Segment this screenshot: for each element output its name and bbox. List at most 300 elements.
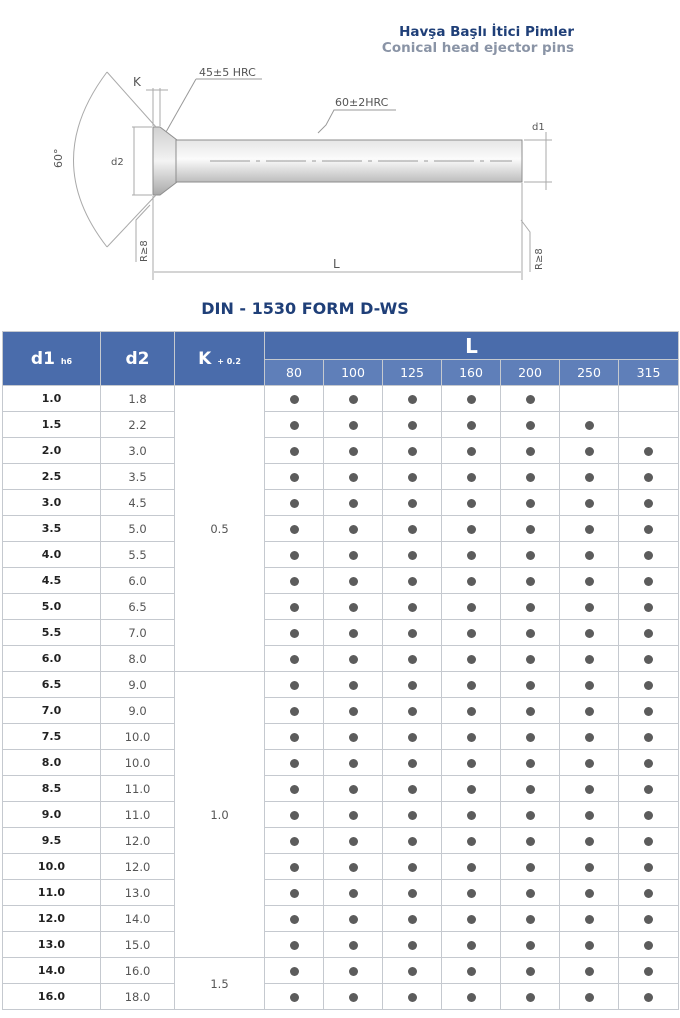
availability-dot-icon xyxy=(349,889,358,898)
cell-d1: 16.0 xyxy=(3,984,101,1010)
cell-availability xyxy=(619,724,679,750)
cell-d1: 9.0 xyxy=(3,802,101,828)
cell-k: 1.0 xyxy=(175,672,265,958)
availability-dot-icon xyxy=(290,447,299,456)
availability-dot-icon xyxy=(290,967,299,976)
availability-dot-icon xyxy=(467,863,476,872)
availability-dot-icon xyxy=(467,993,476,1002)
availability-dot-icon xyxy=(644,525,653,534)
availability-dot-icon xyxy=(644,733,653,742)
cell-availability xyxy=(442,750,501,776)
availability-dot-icon xyxy=(349,551,358,560)
cell-availability xyxy=(560,932,619,958)
cell-d2: 8.0 xyxy=(101,646,175,672)
cell-availability xyxy=(324,464,383,490)
availability-dot-icon xyxy=(290,733,299,742)
availability-dot-icon xyxy=(467,967,476,976)
table-row xyxy=(3,438,679,464)
availability-dot-icon xyxy=(526,889,535,898)
availability-dot-icon xyxy=(349,421,358,430)
availability-dot-icon xyxy=(585,707,594,716)
cell-availability xyxy=(501,490,560,516)
cell-d2: 3.5 xyxy=(101,464,175,490)
cell-availability xyxy=(619,906,679,932)
title-english: Conical head ejector pins xyxy=(381,40,574,56)
cell-availability xyxy=(383,490,442,516)
cell-availability xyxy=(442,854,501,880)
availability-dot-icon xyxy=(526,655,535,664)
availability-dot-icon xyxy=(644,577,653,586)
label-k: K xyxy=(133,75,141,89)
table-row xyxy=(3,932,679,958)
cell-availability xyxy=(442,906,501,932)
cell-k: 0.5 xyxy=(175,386,265,672)
label-d2: d2 xyxy=(111,157,124,168)
availability-dot-icon xyxy=(349,785,358,794)
table-row xyxy=(3,698,679,724)
cell-d1: 12.0 xyxy=(3,906,101,932)
availability-dot-icon xyxy=(526,577,535,586)
availability-dot-icon xyxy=(467,473,476,482)
cell-availability xyxy=(442,984,501,1010)
cell-d2: 1.8 xyxy=(101,386,175,412)
cell-availability xyxy=(383,464,442,490)
cell-availability xyxy=(619,438,679,464)
cell-d1: 4.0 xyxy=(3,542,101,568)
availability-dot-icon xyxy=(290,551,299,560)
pin-technical-drawing xyxy=(0,0,680,295)
availability-dot-icon xyxy=(585,941,594,950)
cell-availability xyxy=(324,516,383,542)
availability-dot-icon xyxy=(526,707,535,716)
availability-dot-icon xyxy=(526,603,535,612)
cell-availability xyxy=(442,386,501,412)
availability-dot-icon xyxy=(467,915,476,924)
cell-availability xyxy=(383,958,442,984)
table-row xyxy=(3,984,679,1010)
cell-availability xyxy=(501,880,560,906)
availability-dot-icon xyxy=(585,889,594,898)
header-d1: d1 h6 xyxy=(3,332,101,386)
table-row xyxy=(3,906,679,932)
availability-dot-icon xyxy=(467,421,476,430)
availability-dot-icon xyxy=(290,395,299,404)
availability-dot-icon xyxy=(290,629,299,638)
header-length: 125 xyxy=(383,360,442,386)
availability-dot-icon xyxy=(349,915,358,924)
availability-dot-icon xyxy=(408,889,417,898)
cell-availability xyxy=(501,568,560,594)
availability-dot-icon xyxy=(467,629,476,638)
cell-availability xyxy=(501,750,560,776)
availability-dot-icon xyxy=(526,681,535,690)
availability-dot-icon xyxy=(408,967,417,976)
cell-availability xyxy=(619,672,679,698)
cell-availability xyxy=(501,412,560,438)
table-row xyxy=(3,776,679,802)
availability-dot-icon xyxy=(349,967,358,976)
availability-dot-icon xyxy=(408,577,417,586)
cell-d1: 5.0 xyxy=(3,594,101,620)
cell-availability xyxy=(442,932,501,958)
availability-dot-icon xyxy=(526,551,535,560)
label-r-right: R≥8 xyxy=(534,248,545,270)
availability-dot-icon xyxy=(585,759,594,768)
availability-dot-icon xyxy=(467,499,476,508)
table-row xyxy=(3,542,679,568)
cell-d2: 12.0 xyxy=(101,854,175,880)
cell-availability xyxy=(560,672,619,698)
cell-availability xyxy=(324,880,383,906)
header-l: L xyxy=(265,332,679,360)
availability-dot-icon xyxy=(290,759,299,768)
cell-availability xyxy=(324,932,383,958)
cell-availability xyxy=(560,854,619,880)
cell-availability xyxy=(619,828,679,854)
availability-dot-icon xyxy=(585,551,594,560)
cell-availability xyxy=(501,984,560,1010)
cell-availability xyxy=(560,958,619,984)
cell-availability xyxy=(324,724,383,750)
availability-dot-icon xyxy=(644,759,653,768)
cell-availability xyxy=(560,542,619,568)
label-hrc-head: 45±5 HRC xyxy=(199,66,256,79)
cell-availability xyxy=(560,776,619,802)
availability-dot-icon xyxy=(290,421,299,430)
availability-dot-icon xyxy=(585,993,594,1002)
cell-availability xyxy=(442,828,501,854)
availability-dot-icon xyxy=(290,655,299,664)
header-k: K + 0.2 xyxy=(175,332,265,386)
cell-availability xyxy=(265,724,324,750)
table-row xyxy=(3,750,679,776)
table-row xyxy=(3,958,679,984)
cell-availability xyxy=(619,854,679,880)
cell-d2: 15.0 xyxy=(101,932,175,958)
table-row xyxy=(3,802,679,828)
cell-d1: 2.0 xyxy=(3,438,101,464)
cell-availability xyxy=(324,698,383,724)
availability-dot-icon xyxy=(526,759,535,768)
cell-availability xyxy=(324,594,383,620)
availability-dot-icon xyxy=(585,733,594,742)
cell-availability xyxy=(383,516,442,542)
cell-d1: 2.5 xyxy=(3,464,101,490)
angle-arc xyxy=(74,72,108,247)
table-row xyxy=(3,568,679,594)
cell-availability xyxy=(619,490,679,516)
cell-d2: 2.2 xyxy=(101,412,175,438)
availability-dot-icon xyxy=(290,811,299,820)
availability-dot-icon xyxy=(526,811,535,820)
availability-dot-icon xyxy=(408,993,417,1002)
cell-availability xyxy=(501,646,560,672)
cell-availability xyxy=(324,412,383,438)
cell-d1: 6.5 xyxy=(3,672,101,698)
header-d2: d2 xyxy=(101,332,175,386)
availability-dot-icon xyxy=(526,837,535,846)
availability-dot-icon xyxy=(408,759,417,768)
cell-availability xyxy=(619,984,679,1010)
availability-dot-icon xyxy=(585,473,594,482)
availability-dot-icon xyxy=(349,499,358,508)
availability-dot-icon xyxy=(467,837,476,846)
cell-d2: 5.5 xyxy=(101,542,175,568)
cell-availability xyxy=(383,620,442,646)
cell-availability xyxy=(442,620,501,646)
availability-dot-icon xyxy=(644,785,653,794)
cell-d2: 5.0 xyxy=(101,516,175,542)
availability-dot-icon xyxy=(585,629,594,638)
availability-dot-icon xyxy=(644,681,653,690)
availability-dot-icon xyxy=(644,551,653,560)
cell-availability xyxy=(265,906,324,932)
cell-availability xyxy=(560,568,619,594)
availability-dot-icon xyxy=(408,447,417,456)
availability-dot-icon xyxy=(408,395,417,404)
cell-availability xyxy=(501,464,560,490)
cell-d2: 10.0 xyxy=(101,750,175,776)
cell-availability xyxy=(442,438,501,464)
availability-dot-icon xyxy=(349,395,358,404)
availability-dot-icon xyxy=(349,655,358,664)
availability-dot-icon xyxy=(644,889,653,898)
availability-dot-icon xyxy=(585,577,594,586)
title-turkish: Havşa Başlı İtici Pimler xyxy=(399,24,574,40)
cell-availability xyxy=(619,620,679,646)
availability-dot-icon xyxy=(349,707,358,716)
cell-availability xyxy=(442,542,501,568)
cell-d1: 6.0 xyxy=(3,646,101,672)
availability-dot-icon xyxy=(349,681,358,690)
cell-d2: 6.0 xyxy=(101,568,175,594)
cell-availability xyxy=(383,438,442,464)
cell-availability xyxy=(442,412,501,438)
cell-availability xyxy=(265,984,324,1010)
availability-dot-icon xyxy=(290,499,299,508)
cell-d2: 9.0 xyxy=(101,698,175,724)
availability-dot-icon xyxy=(644,837,653,846)
cell-d1: 8.0 xyxy=(3,750,101,776)
cell-availability xyxy=(619,776,679,802)
cell-d2: 16.0 xyxy=(101,958,175,984)
availability-dot-icon xyxy=(467,577,476,586)
availability-dot-icon xyxy=(585,837,594,846)
cell-availability xyxy=(324,490,383,516)
table-row xyxy=(3,386,679,412)
cell-availability xyxy=(560,594,619,620)
cell-d2: 14.0 xyxy=(101,906,175,932)
availability-dot-icon xyxy=(349,759,358,768)
availability-dot-icon xyxy=(526,863,535,872)
cell-d1: 13.0 xyxy=(3,932,101,958)
cell-availability xyxy=(560,490,619,516)
header-length: 160 xyxy=(442,360,501,386)
cell-availability xyxy=(265,568,324,594)
availability-dot-icon xyxy=(526,395,535,404)
cell-availability xyxy=(324,620,383,646)
cell-availability xyxy=(442,464,501,490)
cell-availability xyxy=(442,672,501,698)
cell-availability xyxy=(265,594,324,620)
cell-availability xyxy=(501,932,560,958)
availability-dot-icon xyxy=(467,941,476,950)
availability-dot-icon xyxy=(408,837,417,846)
availability-dot-icon xyxy=(644,447,653,456)
availability-dot-icon xyxy=(290,525,299,534)
cell-d2: 18.0 xyxy=(101,984,175,1010)
availability-dot-icon xyxy=(290,941,299,950)
availability-dot-icon xyxy=(467,681,476,690)
availability-dot-icon xyxy=(290,863,299,872)
availability-dot-icon xyxy=(408,785,417,794)
availability-dot-icon xyxy=(585,603,594,612)
cell-availability xyxy=(560,880,619,906)
cell-availability xyxy=(619,516,679,542)
cell-availability xyxy=(265,490,324,516)
availability-dot-icon xyxy=(349,629,358,638)
cell-availability xyxy=(560,438,619,464)
availability-dot-icon xyxy=(526,941,535,950)
availability-dot-icon xyxy=(408,655,417,664)
cell-d1: 4.5 xyxy=(3,568,101,594)
cell-availability xyxy=(442,880,501,906)
availability-dot-icon xyxy=(467,525,476,534)
cell-availability xyxy=(501,906,560,932)
availability-dot-icon xyxy=(408,811,417,820)
cell-availability xyxy=(265,698,324,724)
cell-availability xyxy=(501,776,560,802)
availability-dot-icon xyxy=(644,629,653,638)
availability-dot-icon xyxy=(467,603,476,612)
availability-dot-icon xyxy=(349,941,358,950)
header-length: 200 xyxy=(501,360,560,386)
cell-availability xyxy=(501,438,560,464)
cell-d2: 3.0 xyxy=(101,438,175,464)
table-row xyxy=(3,490,679,516)
cell-availability xyxy=(383,854,442,880)
cell-availability xyxy=(324,646,383,672)
label-angle: 60° xyxy=(52,148,65,168)
cell-availability xyxy=(383,984,442,1010)
availability-dot-icon xyxy=(408,525,417,534)
availability-dot-icon xyxy=(644,499,653,508)
cell-availability xyxy=(619,802,679,828)
cell-availability xyxy=(265,802,324,828)
cell-availability xyxy=(265,958,324,984)
cell-availability xyxy=(560,516,619,542)
cell-availability xyxy=(501,672,560,698)
cell-availability xyxy=(619,542,679,568)
availability-dot-icon xyxy=(349,733,358,742)
availability-dot-icon xyxy=(585,525,594,534)
availability-dot-icon xyxy=(408,941,417,950)
label-r-left: R≥8 xyxy=(139,240,150,262)
cell-availability xyxy=(501,698,560,724)
cell-availability xyxy=(265,438,324,464)
cell-availability xyxy=(501,386,560,412)
availability-dot-icon xyxy=(526,421,535,430)
availability-dot-icon xyxy=(290,889,299,898)
cell-availability xyxy=(265,776,324,802)
availability-dot-icon xyxy=(585,447,594,456)
availability-dot-icon xyxy=(526,499,535,508)
cell-d1: 8.5 xyxy=(3,776,101,802)
cell-availability xyxy=(383,698,442,724)
availability-dot-icon xyxy=(408,733,417,742)
table-row xyxy=(3,672,679,698)
cell-availability xyxy=(442,646,501,672)
cell-availability xyxy=(383,412,442,438)
cell-availability xyxy=(619,646,679,672)
cell-availability xyxy=(265,620,324,646)
availability-dot-icon xyxy=(349,811,358,820)
availability-dot-icon xyxy=(644,941,653,950)
availability-dot-icon xyxy=(290,915,299,924)
availability-dot-icon xyxy=(526,733,535,742)
cell-availability xyxy=(560,984,619,1010)
availability-dot-icon xyxy=(467,785,476,794)
cell-availability xyxy=(560,750,619,776)
header-length: 315 xyxy=(619,360,679,386)
cell-availability xyxy=(501,542,560,568)
cell-availability xyxy=(265,854,324,880)
availability-dot-icon xyxy=(290,577,299,586)
availability-dot-icon xyxy=(349,603,358,612)
cell-availability xyxy=(619,412,679,438)
availability-dot-icon xyxy=(467,395,476,404)
cell-availability xyxy=(324,438,383,464)
cell-availability xyxy=(619,880,679,906)
availability-dot-icon xyxy=(290,837,299,846)
cell-availability xyxy=(501,854,560,880)
cell-d1: 3.0 xyxy=(3,490,101,516)
cell-d2: 7.0 xyxy=(101,620,175,646)
availability-dot-icon xyxy=(644,603,653,612)
cell-d1: 9.5 xyxy=(3,828,101,854)
availability-dot-icon xyxy=(526,785,535,794)
availability-dot-icon xyxy=(467,551,476,560)
availability-dot-icon xyxy=(644,655,653,664)
table-row xyxy=(3,724,679,750)
cell-d2: 13.0 xyxy=(101,880,175,906)
cell-availability xyxy=(560,620,619,646)
cell-availability xyxy=(265,412,324,438)
cell-d2: 11.0 xyxy=(101,802,175,828)
cell-availability xyxy=(265,516,324,542)
availability-dot-icon xyxy=(408,629,417,638)
cell-availability xyxy=(560,464,619,490)
availability-dot-icon xyxy=(644,967,653,976)
table-row xyxy=(3,412,679,438)
cell-d1: 3.5 xyxy=(3,516,101,542)
cell-d2: 6.5 xyxy=(101,594,175,620)
availability-dot-icon xyxy=(467,889,476,898)
availability-dot-icon xyxy=(644,811,653,820)
cell-availability xyxy=(619,568,679,594)
cell-availability xyxy=(442,594,501,620)
label-d1: d1 xyxy=(532,122,545,133)
cell-d2: 9.0 xyxy=(101,672,175,698)
cell-availability xyxy=(324,568,383,594)
table-row xyxy=(3,620,679,646)
availability-dot-icon xyxy=(585,655,594,664)
table-row xyxy=(3,880,679,906)
cell-availability xyxy=(560,802,619,828)
availability-dot-icon xyxy=(644,707,653,716)
availability-dot-icon xyxy=(526,525,535,534)
cell-d1: 11.0 xyxy=(3,880,101,906)
